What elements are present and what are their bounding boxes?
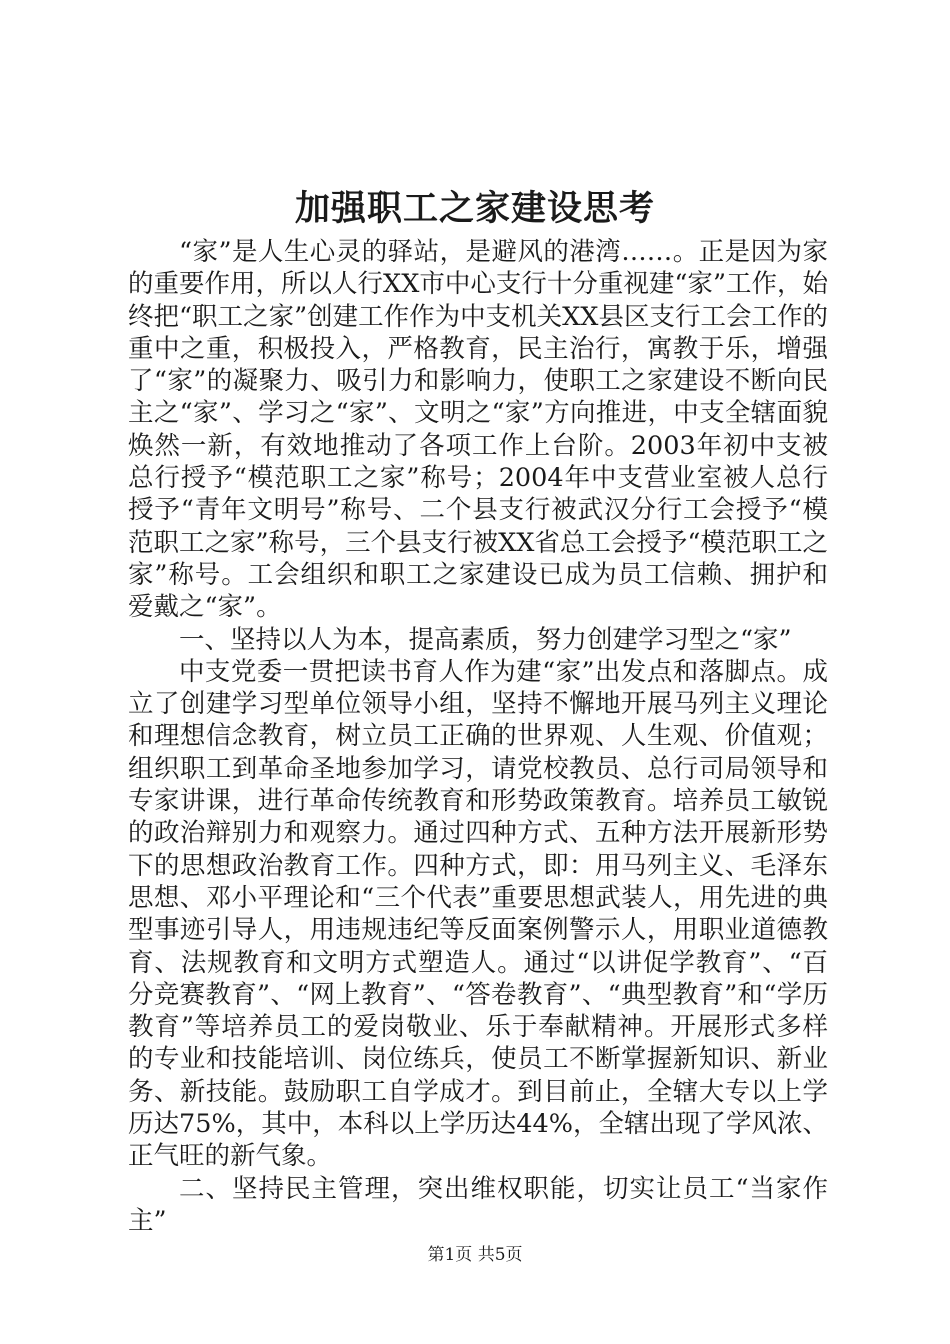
paragraph-section-1: 中支党委一贯把读书育人作为建“家”出发点和落脚点。成立了创建学习型单位领导小组，坚持不懈地开展马列主义理论和理想信念教育，树立员工正确的世界观、人生观、价值观；组织职工到革命圣地参加学习，请党校教员、总行司局领导和专家讲课，进行革命传统教育和形势政策教育。培养员工敏锐的政治辩别力和观察力。通过四种方式、五种方法开展新形势下的思想政治教育工作。四种方式，即：用马列主义、毛泽东思想、邓小平理论和“三个代表”重要思想武装人，用先进的典型事迹引导人，用违规违纪等反面案例警示人，用职业道德教育、法规教育和文明方式塑造人。通过“以讲促学教育”、“百分竞赛教育”、“网上教育”、“答卷教育”、“典型教育”和“学历教育”等培养员工的爱岗敬业、乐于奉献精神。开展形式多样的专业和技能培训、岗位练兵，使员工不断掌握新知识、新业务、新技能。鼓励职工自学成才。到目前止，全辖大专以上学历达75%，其中，本科以上学历达44%，全辖出现了学风浓、正气旺的新气象。 [128,656,828,1172]
section-heading-2: 二、坚持民主管理，突出维权职能，切实让员工“当家作主” [128,1173,828,1236]
paragraph-intro: “家”是人生心灵的驿站，是避风的港湾……。正是因为家的重要作用，所以人行XX市中心支行十分重视建“家”工作，始终把“职工之家”创建工作作为中支机关XX县区支行工会工作的重中之重，积极投入，严格教育，民主治行，寓教于乐，增强了“家”的凝聚力、吸引力和影响力，使职工之家建设不断向民主之“家”、学习之“家”、文明之“家”方向推进，中支全辖面貌焕然一新，有效地推动了各项工作上台阶。2003年初中支被总行授予“模范职工之家”称号；2004年中支营业室被人总行授予“青年文明号”称号、二个县支行被武汉分行工会授予“模范职工之家”称号，三个县支行被XX省总工会授予“模范职工之家”称号。工会组织和职工之家建设已成为员工信赖、拥护和爱戴之“家”。 [128,237,828,623]
section-heading-1: 一、坚持以人为本，提高素质，努力创建学习型之“家” [179,624,792,655]
document-body [128,236,828,1237]
document-title: 加强职工之家建设思考 [294,188,655,229]
page-number-footer: 第1页 共5页 [427,1245,523,1265]
